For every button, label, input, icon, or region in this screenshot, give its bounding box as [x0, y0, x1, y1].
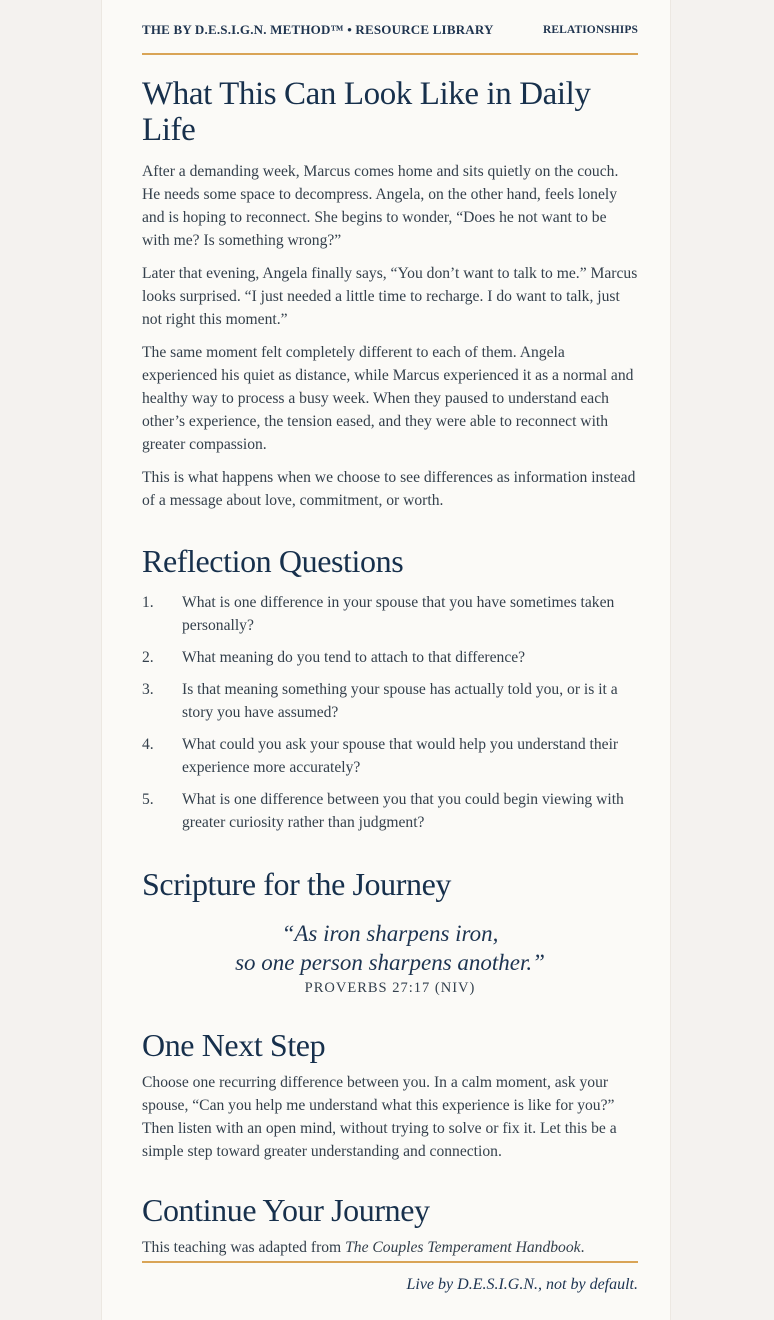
- continue-text-prefix: This teaching was adapted from: [142, 1239, 346, 1257]
- quote-line: “As iron sharpens iron,: [281, 920, 499, 946]
- question-text: What is one difference in your spouse that you have sometimes taken personally?: [182, 593, 615, 634]
- document-page: [102, 0, 670, 1320]
- daily-life-section: [142, 160, 638, 512]
- next-step-text: Choose one recurring difference between you. In a calm moment, ask your spouse, “Can you help me understand what this experience is like for you?” Then listen with an open mind, without trying to solve or fix it. Let this be a simple step toward greater understanding and connection.: [142, 1074, 617, 1161]
- scripture-reference: PROVERBS 27:17 (NIV): [304, 979, 476, 996]
- library-title: THE BY D.E.S.I.G.N. METHOD™ • RESOURCE LIBRARY: [142, 21, 494, 37]
- book-title: The Couples Temperament Handbook: [345, 1239, 581, 1257]
- continue-text: [142, 1236, 638, 1259]
- continue-heading: Continue Your Journey: [142, 1192, 430, 1229]
- question-number: 3.: [142, 680, 154, 698]
- question-text: What is one difference between you that you could begin viewing with greater curiosity rather than judgment?: [182, 790, 624, 831]
- page-header: [142, 0, 638, 55]
- daily-life-paragraph: The same moment felt completely different to each of them. Angela experienced his quiet as distance, while Marcus experienced it as a normal and healthy way to process a busy week. When they paused to understand each other’s experience, the tension eased, and they were able to reconnect with greater compassion.: [142, 343, 634, 453]
- next-step-heading: One Next Step: [142, 1026, 326, 1063]
- daily-life-paragraph: Later that evening, Angela finally says, “You don’t want to talk to me.” Marcus looks surprised. “I just needed a little time to recharge. I do want to talk, just not right this moment.”: [142, 264, 638, 328]
- question-number: 2.: [142, 648, 154, 666]
- question-number: 5.: [142, 790, 154, 808]
- question-text: Is that meaning something your spouse has actually told you, or is it a story you have assumed?: [182, 680, 618, 721]
- list-item: [142, 788, 638, 834]
- daily-life-heading: What This Can Look Like in Daily Life: [142, 76, 591, 149]
- scripture-heading: Scripture for the Journey: [142, 865, 452, 902]
- category-label: RELATIONSHIPS: [542, 23, 638, 36]
- list-item: [142, 733, 638, 779]
- footer-divider: [142, 1261, 638, 1263]
- reflection-question-list: [142, 591, 638, 834]
- list-item: [142, 591, 638, 637]
- daily-life-paragraph: After a demanding week, Marcus comes home and sits quietly on the couch. He needs some space to decompress. Angela, on the other hand, feels lonely and is hoping to reconnect. She begins to wonder, “Does he not want to be with me? Is something wrong?”: [142, 162, 619, 249]
- question-number: 4.: [142, 735, 154, 753]
- daily-life-paragraph: This is what happens when we choose to see differences as information instead of a message about love, commitment, or worth.: [142, 468, 636, 509]
- scripture-quote: [142, 919, 638, 977]
- page-content: [142, 0, 638, 1259]
- reflection-heading: Reflection Questions: [142, 542, 404, 579]
- list-item: [142, 678, 638, 724]
- continue-text-suffix: .: [580, 1239, 585, 1257]
- list-item: [142, 646, 638, 669]
- question-text: What meaning do you tend to attach to that difference?: [182, 648, 526, 666]
- footer-tagline: Live by D.E.S.I.G.N., not by default.: [406, 1276, 638, 1293]
- question-number: 1.: [142, 593, 154, 611]
- question-text: What could you ask your spouse that would help you understand their experience more accurately?: [182, 735, 619, 776]
- quote-line: so one person sharpens another.”: [235, 949, 545, 975]
